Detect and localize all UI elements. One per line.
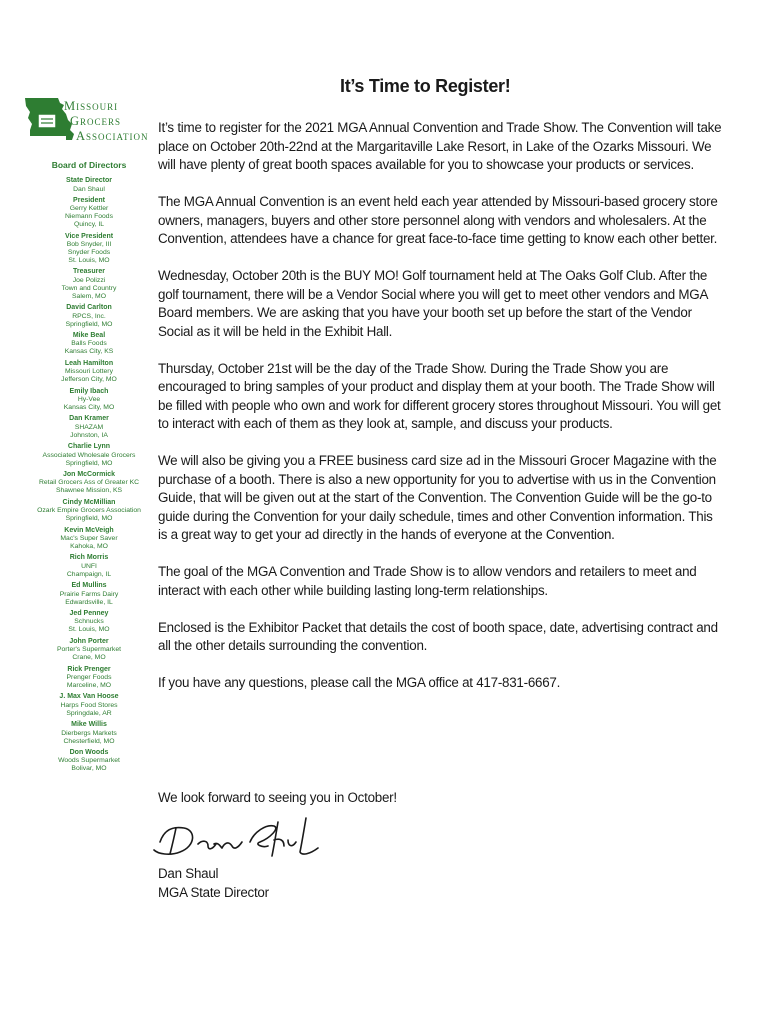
letter-paragraph-3: Wednesday, October 20th is the BUY MO! Golf tournament held at The Oaks Golf Club. After the golf tournament, there will be a Vendor Social where you will get to meet other vendors and MGA Board members. We are asking that you have your booth set up before the start of the Vendor Social as it will be held in the Exhibit Hall.	[158, 268, 708, 339]
board-member-name: Mike Beal	[72, 331, 106, 339]
board-member-name: Leah Hamilton	[64, 359, 114, 367]
handwritten-signature	[150, 812, 340, 869]
mga-logo	[22, 94, 152, 146]
board-member-name: Emily Ibach	[69, 387, 109, 395]
board-member-detail: SHAZAM	[74, 423, 104, 431]
board-of-directors-sidebar	[14, 160, 164, 777]
board-member-detail: UNFI	[81, 562, 97, 570]
board-member-detail: Chesterfield, MO	[63, 737, 115, 745]
letter-paragraph-6: The goal of the MGA Convention and Trade Show is to allow vendors and retailers to meet and interact with each other while building lasting long-term relationships.	[158, 564, 697, 598]
signer-name: Dan Shaul	[158, 866, 219, 881]
board-member-detail: Quincy, IL	[73, 221, 105, 229]
board-member-detail: Kansas City, MO	[63, 404, 115, 412]
board-member-detail: Joe Polizzi	[72, 276, 106, 284]
board-member	[14, 360, 164, 385]
board-member-detail: Woods Supermarket	[58, 757, 120, 765]
board-member-detail: Porter's Supermarket	[56, 646, 121, 654]
signer-title: MGA State Director	[158, 884, 269, 900]
board-member-detail: Snyder Foods	[67, 249, 111, 257]
board-member-detail: Edwardsville, IL	[65, 598, 113, 606]
board-member-name: Charlie Lynn	[67, 443, 111, 451]
board-member	[14, 233, 164, 266]
board-member-detail: Missouri Lottery	[65, 368, 113, 376]
board-member	[14, 693, 164, 718]
board-member-name: Dan Kramer	[69, 415, 109, 423]
board-member-detail: St. Louis, MO	[68, 626, 110, 634]
letter-body	[158, 119, 723, 711]
board-member-name: John Porter	[69, 637, 109, 645]
board-member	[14, 471, 164, 496]
board-member	[14, 610, 164, 635]
board-member-detail: Springdale, AR	[66, 709, 112, 717]
letter-paragraph-7: Enclosed is the Exhibitor Packet that details the cost of booth space, date, advertising contract and all the other details surrounding the convention.	[158, 619, 718, 653]
board-member-detail: St. Louis, MO	[68, 257, 110, 265]
board-member-detail: Niemann Foods	[65, 213, 113, 221]
board-member-detail: Dan Shaul	[73, 185, 105, 193]
logo-text-association: Association	[76, 129, 149, 143]
board-member	[14, 304, 164, 329]
board-member-detail: Prenger Foods	[66, 674, 112, 682]
board-member	[14, 388, 164, 413]
board-member-detail: Shawnee Mission, KS	[55, 487, 123, 495]
board-member-detail: Springfield, MO	[65, 320, 113, 328]
board-member-detail: Retail Grocers Ass of Greater KC	[38, 479, 140, 487]
board-member-name: J. Max Van Hoose	[59, 693, 119, 701]
board-member-detail: Hy-Vee	[77, 396, 101, 404]
board-member	[14, 443, 164, 468]
board-member	[14, 749, 164, 774]
board-member	[14, 638, 164, 663]
board-member	[14, 554, 164, 579]
board-member	[14, 721, 164, 746]
board-member-detail: Jefferson City, MO	[61, 376, 117, 384]
board-member-name: Rich Morris	[69, 554, 109, 562]
board-member-name: Vice President	[64, 232, 114, 240]
board-member-detail: Kansas City, KS	[64, 348, 114, 356]
board-member-detail: Salem, MO	[72, 292, 106, 300]
board-member-name: Rick Prenger	[67, 665, 111, 673]
letter-paragraph-8: If you have any questions, please call the MGA office at 417-831-6667.	[158, 675, 561, 690]
board-member-detail: Johnston, IA	[70, 431, 108, 439]
board-member-name: Ed Mullins	[71, 582, 107, 590]
board-member-detail: RPCS, Inc.	[72, 312, 106, 320]
board-member-name: State Director	[66, 177, 112, 184]
board-member-detail: Springfield, MO	[65, 515, 113, 523]
board-member-name: Jed Penney	[69, 609, 109, 617]
board-member	[14, 332, 164, 357]
board-member-detail: Champaign, IL	[66, 570, 112, 578]
letter-paragraph-5: We will also be giving you a FREE business card size ad in the Missouri Grocer Magazine with the purchase of a booth. There is also a new opportunity for you to advertise with us in the Convention Guide, that will be given out at the start of the Convention. The Convention Guide will be the go-to guide during the Convention for your daily schedule, times and other Convention information. This is a great way to get your ad directly in the hands of everyone at the Convention.	[158, 453, 717, 542]
closing-line: We look forward to seeing you in October!	[158, 790, 397, 805]
board-member	[14, 415, 164, 440]
board-member-detail: Bolivar, MO	[71, 765, 107, 773]
board-member-detail: Kahoka, MO	[70, 543, 108, 551]
board-member-name: Kevin McVeigh	[64, 526, 114, 534]
board-member-detail: Bob Snyder, III	[66, 241, 112, 249]
board-member-name: Mike Willis	[71, 721, 107, 729]
logo-text-grocers: Grocers	[70, 114, 122, 128]
board-member-detail: Schnucks	[74, 618, 104, 626]
board-member-detail: Ozark Empire Grocers Association	[37, 507, 141, 515]
board-member-detail: Dierbergs Markets	[61, 729, 117, 737]
signer-block	[158, 865, 269, 902]
board-member-detail: Harps Food Stores	[60, 701, 118, 709]
board-member-detail: Gerry Kettler	[69, 205, 109, 213]
board-member-name: Jon McCormick	[62, 470, 116, 478]
letter-paragraph-1: It’s time to register for the 2021 MGA Annual Convention and Trade Show. The Convention will take place on October 20th-22nd at the Margaritaville Lake Resort, in Lake of the Ozarks Missouri. We will have plenty of great booth spaces available for you to showcase your products or services.	[158, 120, 722, 172]
board-member-name: Cindy McMillian	[62, 498, 116, 506]
board-member-detail: Prairie Farms Dairy	[59, 590, 119, 598]
board-member	[14, 527, 164, 552]
board-member-detail: Associated Wholesale Grocers	[42, 451, 136, 459]
letter-paragraph-4: Thursday, October 21st will be the day of the Trade Show. During the Trade Show you are encouraged to bring samples of your product and display them at your booth. The Trade Show will be filled with people who own and work for different grocery stores throughout Missouri. You will get to interact with each of them as they look at, sample, and discuss your products.	[158, 360, 721, 431]
board-member-name: Treasurer	[73, 268, 105, 276]
board-member-detail: Springfield, MO	[65, 459, 113, 467]
letter-paragraph-2: The MGA Annual Convention is an event held each year attended by Missouri-based grocery store owners, managers, buyers and other store personnel along with vendors and wholesalers. At the Convention, attendees have a chance for great face-to-face time getting to know each other better.	[158, 194, 718, 246]
board-member	[14, 499, 164, 524]
board-member-detail: Crane, MO	[72, 654, 106, 662]
board-member	[14, 268, 164, 301]
logo-text-missouri: Missouri	[64, 99, 119, 113]
board-member	[14, 177, 164, 194]
board-member-name: Don Woods	[69, 748, 109, 756]
board-member-detail: Balls Foods	[71, 340, 107, 348]
board-member-detail: Marceline, MO	[66, 682, 112, 690]
board-member-detail: Town and Country	[61, 284, 117, 292]
board-member	[14, 582, 164, 607]
board-member-detail: Mac's Super Saver	[60, 535, 118, 543]
board-member	[14, 666, 164, 691]
board-member-name: David Carlton	[66, 304, 112, 312]
board-member-list	[14, 177, 164, 773]
board-member-name: President	[73, 196, 105, 204]
board-member	[14, 197, 164, 230]
board-heading: Board of Directors	[51, 160, 127, 170]
page-title: It’s Time to Register!	[340, 76, 511, 96]
